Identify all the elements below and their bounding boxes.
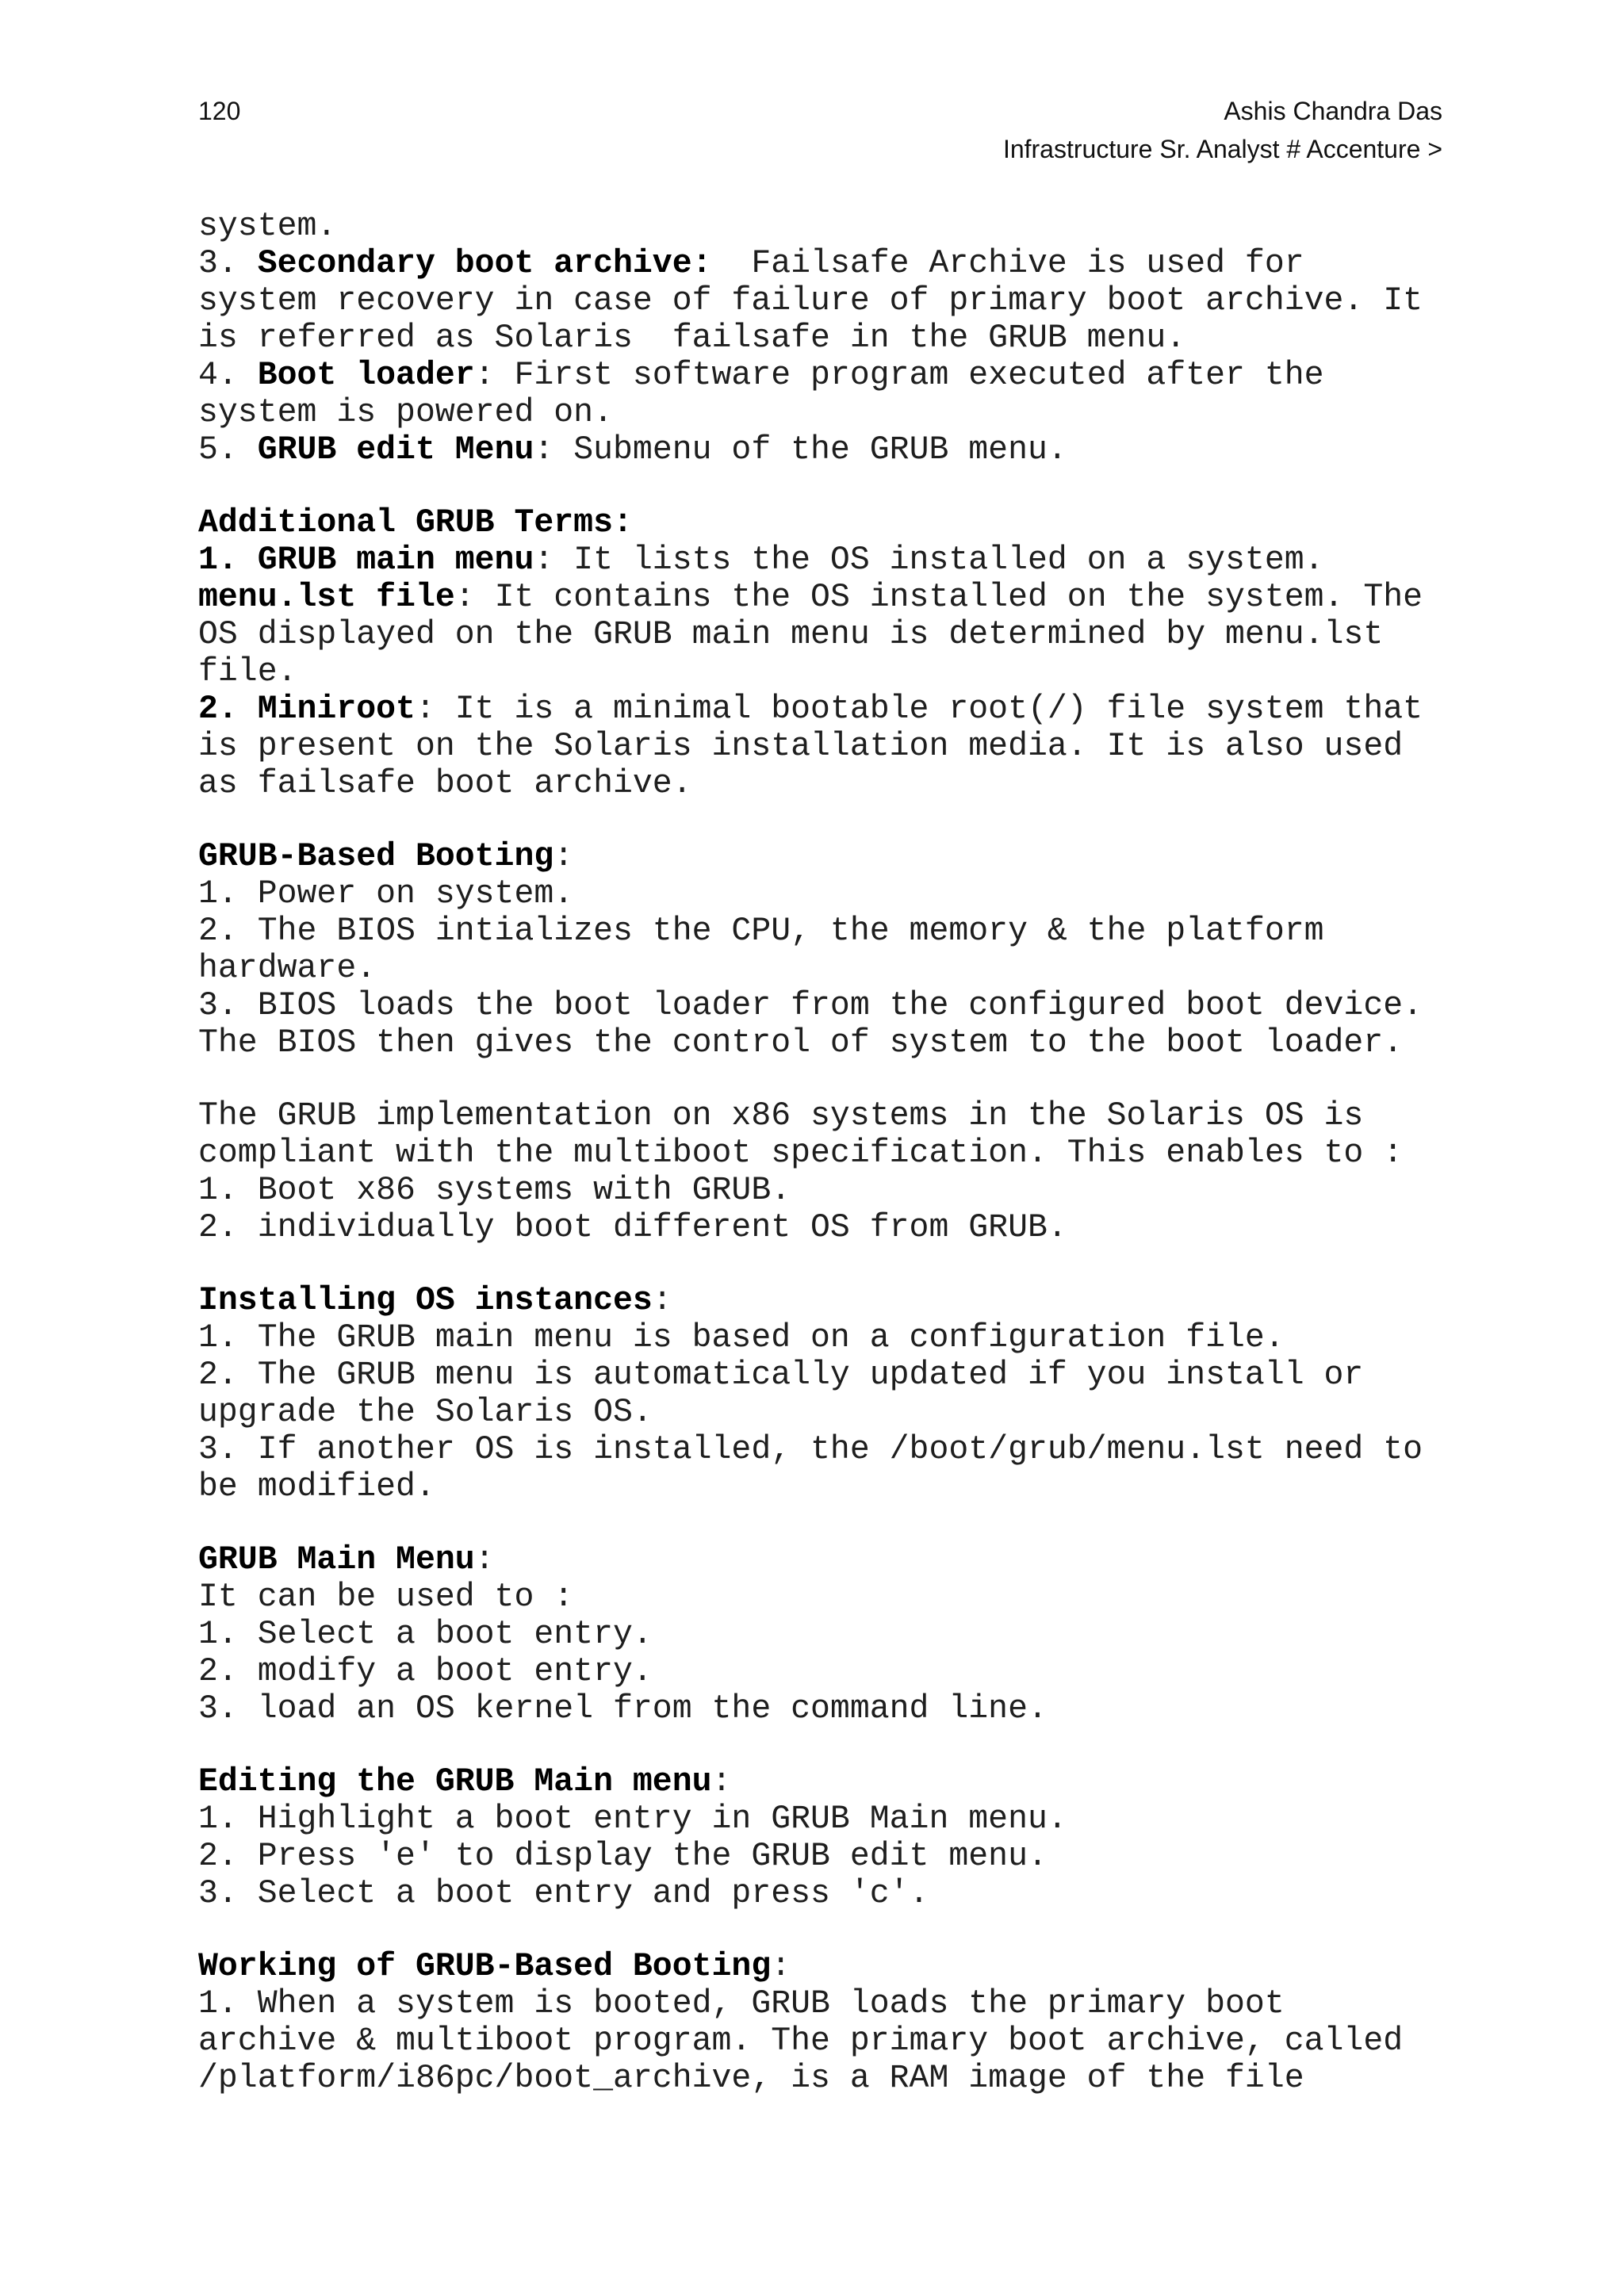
paragraph-gap <box>198 1728 1451 1763</box>
text-line <box>198 541 1451 579</box>
text-block <box>198 1097 1451 1246</box>
text-segment: The BIOS then gives the control of system to the boot loader. <box>198 1024 1404 1062</box>
text-segment: : <box>553 838 574 875</box>
text-line <box>198 2060 1451 2097</box>
text-segment: file. <box>198 653 297 691</box>
text-segment: as failsafe boot archive. <box>198 765 692 802</box>
text-line <box>198 1763 1451 1800</box>
text-segment: archive & multiboot program. The primary boot archive, called <box>198 2022 1404 2060</box>
text-block <box>198 838 1451 1062</box>
text-segment: be modified. <box>198 1468 435 1506</box>
text-line <box>198 728 1451 765</box>
bold-term: Additional GRUB Terms: <box>198 504 633 541</box>
paragraph-gap <box>198 1246 1451 1282</box>
bold-term: Working of GRUB-Based Booting <box>198 1948 772 1985</box>
text-segment: 1. The GRUB main menu is based on a configuration file. <box>198 1319 1285 1357</box>
text-segment: OS displayed on the GRUB main menu is determined by menu.lst <box>198 616 1384 653</box>
text-line <box>198 357 1451 394</box>
text-line <box>198 431 1451 469</box>
bold-term: Boot loader <box>257 357 475 394</box>
text-block <box>198 1763 1451 1912</box>
text-line <box>198 1468 1451 1506</box>
text-segment: system. <box>198 208 337 245</box>
text-block <box>198 1282 1451 1506</box>
text-block <box>198 504 1451 802</box>
paragraph-gap <box>198 1062 1451 1097</box>
text-segment: 3. Select a boot entry and press 'c'. <box>198 1875 929 1912</box>
author-role: Infrastructure Sr. Analyst # Accenture > <box>1002 135 1442 163</box>
text-line <box>198 504 1451 541</box>
text-line <box>198 1800 1451 1838</box>
text-line <box>198 950 1451 987</box>
text-segment: : <box>711 1763 732 1800</box>
text-segment: 1. Boot x86 systems with GRUB. <box>198 1172 791 1209</box>
page-number: 120 <box>198 97 241 125</box>
text-segment: 3. <box>198 245 258 282</box>
text-line <box>198 838 1451 875</box>
text-line <box>198 1985 1451 2022</box>
text-segment: 3. BIOS loads the boot loader from the configured boot device. <box>198 987 1423 1024</box>
text-segment: 3. load an OS kernel from the command line. <box>198 1690 1048 1728</box>
paragraph-gap <box>198 1506 1451 1541</box>
text-segment: system recovery in case of failure of primary boot archive. It <box>198 282 1423 320</box>
text-line <box>198 579 1451 616</box>
bold-term: Editing the GRUB Main menu <box>198 1763 712 1800</box>
text-line <box>198 1653 1451 1690</box>
text-segment: 3. If another OS is installed, the /boot/grub/menu.lst need to <box>198 1431 1423 1468</box>
text-block <box>198 1948 1451 2097</box>
text-segment: 1. Highlight a boot entry in GRUB Main menu. <box>198 1800 1067 1838</box>
text-segment: 2. The BIOS intializes the CPU, the memory & the platform <box>198 913 1324 950</box>
paragraph-gap <box>198 802 1451 838</box>
text-line <box>198 1431 1451 1468</box>
text-line <box>198 245 1451 282</box>
text-line <box>198 1838 1451 1875</box>
text-segment: : It is a minimal bootable root(/) file system that <box>415 691 1423 728</box>
text-line <box>198 1209 1451 1246</box>
text-line <box>198 653 1451 691</box>
text-segment: : First software program executed after the <box>474 357 1324 394</box>
text-segment: is present on the Solaris installation media. It is also used <box>198 728 1404 765</box>
text-line <box>198 1097 1451 1135</box>
text-segment: 2. modify a boot entry. <box>198 1653 653 1690</box>
bold-term: GRUB Main Menu <box>198 1541 475 1578</box>
text-line <box>198 875 1451 913</box>
paragraph-gap <box>198 469 1451 504</box>
text-segment: : It lists the OS installed on a system. <box>534 541 1324 579</box>
text-line <box>198 1394 1451 1431</box>
text-segment: is referred as Solaris failsafe in the GRUB menu. <box>198 320 1186 357</box>
text-segment: system is powered on. <box>198 394 613 431</box>
text-line <box>198 1024 1451 1062</box>
author-name: Ashis Chandra Das <box>1224 97 1442 125</box>
bold-term: 2. Miniroot <box>198 691 416 728</box>
text-segment: : <box>771 1948 791 1985</box>
text-line <box>198 1135 1451 1172</box>
text-line <box>198 1357 1451 1394</box>
text-line <box>198 394 1451 431</box>
text-segment: 1. When a system is booted, GRUB loads the primary boot <box>198 1985 1285 2022</box>
text-line <box>198 765 1451 802</box>
text-segment: upgrade the Solaris OS. <box>198 1394 653 1431</box>
text-segment: hardware. <box>198 950 377 987</box>
text-segment: 4. <box>198 357 258 394</box>
text-segment: 1. Select a boot entry. <box>198 1616 653 1653</box>
bold-term: GRUB edit Menu <box>257 431 534 469</box>
text-segment: 1. Power on system. <box>198 875 574 913</box>
bold-term: Secondary boot archive: <box>257 245 712 282</box>
text-line <box>198 1541 1451 1578</box>
text-line <box>198 282 1451 320</box>
text-segment: 2. individually boot different OS from GRUB. <box>198 1209 1067 1246</box>
text-segment: The GRUB implementation on x86 systems in the Solaris OS is <box>198 1097 1364 1135</box>
body-text <box>198 208 1451 2097</box>
text-line <box>198 2022 1451 2060</box>
text-line <box>198 1172 1451 1209</box>
paragraph-gap <box>198 1912 1451 1948</box>
text-line <box>198 1616 1451 1653</box>
text-block <box>198 1541 1451 1728</box>
text-segment: /platform/i86pc/boot_archive, is a RAM image of the file <box>198 2060 1304 2097</box>
text-line <box>198 913 1451 950</box>
text-line <box>198 616 1451 653</box>
text-line <box>198 1948 1451 1985</box>
text-segment: 5. <box>198 431 258 469</box>
text-line <box>198 987 1451 1024</box>
text-line <box>198 1875 1451 1912</box>
text-block <box>198 208 1451 469</box>
text-segment: Failsafe Archive is used for <box>711 245 1304 282</box>
text-line <box>198 691 1451 728</box>
text-line <box>198 208 1451 245</box>
text-segment: : Submenu of the GRUB menu. <box>534 431 1067 469</box>
bold-term: GRUB-Based Booting <box>198 838 554 875</box>
bold-term: 1. GRUB main menu <box>198 541 534 579</box>
text-segment: 2. Press 'e' to display the GRUB edit menu. <box>198 1838 1048 1875</box>
bold-term: Installing OS instances <box>198 1282 653 1319</box>
text-segment: : <box>474 1541 495 1578</box>
text-segment: It can be used to : <box>198 1578 574 1616</box>
text-line <box>198 1319 1451 1357</box>
bold-term: menu.lst file <box>198 579 455 616</box>
text-line <box>198 1282 1451 1319</box>
text-segment: : It contains the OS installed on the system. The <box>454 579 1423 616</box>
text-line <box>198 1690 1451 1728</box>
text-segment: : <box>652 1282 672 1319</box>
text-line <box>198 1578 1451 1616</box>
text-segment: compliant with the multiboot specification. This enables to : <box>198 1135 1404 1172</box>
text-line <box>198 320 1451 357</box>
text-segment: 2. The GRUB menu is automatically updated if you install or <box>198 1357 1364 1394</box>
